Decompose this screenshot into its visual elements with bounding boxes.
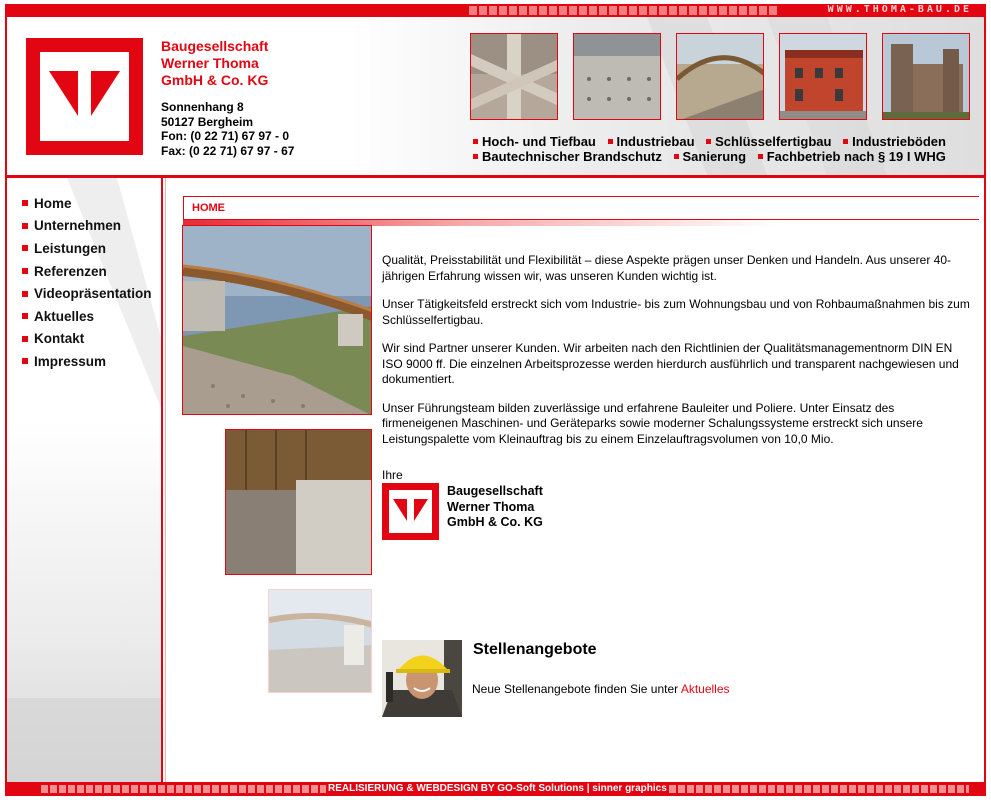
worker-photo <box>382 640 462 717</box>
nav-unternehmen[interactable] <box>22 215 152 238</box>
footer <box>5 782 986 796</box>
photo-castle <box>882 33 970 120</box>
nav-referenzen[interactable] <box>22 260 152 283</box>
company-line-1: Baugesellschaft <box>447 484 543 498</box>
jobs-aktuelles-link[interactable]: Aktuelles <box>680 682 730 696</box>
address-city: 50127 Bergheim <box>161 114 254 129</box>
bullet-icon <box>22 245 28 251</box>
company-name-small <box>447 484 543 531</box>
jobs-text <box>472 682 730 696</box>
service-item[interactable]: Schlüsselfertigbau <box>715 134 832 149</box>
jobs-title: Stellenangebote <box>473 641 597 658</box>
photo-foundation <box>573 33 661 120</box>
service-item[interactable]: Sanierung <box>682 149 747 164</box>
company-line-3: GmbH & Co. KG <box>161 72 269 88</box>
company-line-3: GmbH & Co. KG <box>447 515 543 529</box>
logo-mark-icon <box>389 490 432 533</box>
address-street: Sonnenhang 8 <box>161 100 244 114</box>
bullet-icon <box>22 291 28 297</box>
nav-impressum[interactable] <box>22 350 152 373</box>
service-item[interactable]: Hoch- und Tiefbau <box>482 134 596 149</box>
site-url[interactable]: WWW.THOMA-BAU.DE <box>827 4 972 15</box>
top-strip-pattern <box>469 6 779 15</box>
services-list <box>470 134 970 164</box>
company-address <box>161 100 294 158</box>
company-logo-small <box>382 483 439 540</box>
nav-aktuelles[interactable] <box>22 305 152 328</box>
services-row-1 <box>470 134 970 149</box>
photo-red-building <box>779 33 867 120</box>
footer-credits[interactable]: REALISIERUNG & WEBDESIGN BY GO-Soft Solutions | sinner graphics <box>328 783 667 794</box>
paragraph: Unser Führungsteam bilden zuverlässige und erfahrene Bauleiter und Poliere. Unter Einsatz des firmeneigenen Maschinen- und Geräteparks sowie moderner Schalungssysteme erstreckt sich unsere Leistungspalette vom Kleinauftrag bis zu einem Einzelauftragsvolumen von 10,0 Mio. <box>382 400 923 446</box>
service-item[interactable]: Industrieböden <box>852 134 946 149</box>
nav-label: Home <box>34 195 72 211</box>
company-name <box>161 38 268 89</box>
nav-leistungen[interactable] <box>22 237 152 260</box>
bullet-icon <box>22 313 28 319</box>
bridge-photo-detail <box>225 429 372 575</box>
company-line-2: Werner Thoma <box>161 55 259 71</box>
service-item[interactable]: Industriebau <box>616 134 695 149</box>
breadcrumb <box>183 196 979 220</box>
address-phone: Fon: (0 22 71) 67 97 - 0 <box>161 129 290 143</box>
company-line-1: Baugesellschaft <box>161 38 269 54</box>
main-nav <box>22 192 152 373</box>
nav-label: Unternehmen <box>34 218 122 234</box>
nav-label: Impressum <box>34 353 107 369</box>
service-item[interactable]: Bautechnischer Brandschutz <box>482 149 662 164</box>
header-photo-strip <box>470 33 970 120</box>
bullet-icon <box>22 358 28 364</box>
photo-bridge <box>676 33 764 120</box>
nav-label: Referenzen <box>34 263 107 279</box>
sidebar-rule-light <box>165 178 166 782</box>
breadcrumb-current: HOME <box>192 202 225 214</box>
service-item[interactable]: Fachbetrieb nach § 19 I WHG <box>766 149 946 164</box>
ihre-label: Ihre <box>382 468 403 482</box>
nav-label: Kontakt <box>34 331 85 347</box>
nav-label: Leistungen <box>34 240 107 256</box>
nav-videopraesentation[interactable] <box>22 282 152 305</box>
bullet-icon <box>22 200 28 206</box>
nav-label: Aktuelles <box>34 308 95 324</box>
bridge-photo-faded <box>268 589 372 693</box>
bridge-photo-main <box>182 225 372 415</box>
sidebar-rule <box>161 178 163 782</box>
nav-home[interactable] <box>22 192 152 215</box>
paragraph: Unser Tätigkeitsfeld erstreckt sich vom Industrie- bis zum Wohnungsbau und von Rohbaumaßnahmen bis zum Schlüsselfertigbau. <box>382 297 970 327</box>
nav-kontakt[interactable] <box>22 328 152 351</box>
company-line-2: Werner Thoma <box>447 499 535 514</box>
footer-pattern-left <box>41 785 326 793</box>
logo-mark-icon <box>40 52 129 141</box>
bullet-icon <box>22 223 28 229</box>
bullet-icon <box>22 336 28 342</box>
services-row-2 <box>470 149 970 164</box>
paragraph: Wir sind Partner unserer Kunden. Wir arbeiten nach den Richtlinien der Qualitätsmanagementnorm DIN EN ISO 9000 ff. Die einzelnen Arbeitsprozesse werden hierdurch ausführlich und transparent nachgewiesen und dokumentiert. <box>382 341 959 386</box>
footer-pattern-right <box>669 785 969 793</box>
jobs-text-label: Neue Stellenangebote finden Sie unter <box>472 682 681 696</box>
frame-right-rule <box>984 4 986 794</box>
intro-text <box>382 253 972 460</box>
paragraph: Qualität, Preisstabilität und Flexibilität – diese Aspekte prägen unser Denken und Handeln. Aus unserer 40-jährigen Erfahrung wissen wir, was unseren Kunden wichtig ist. <box>382 253 952 283</box>
bullet-icon <box>22 268 28 274</box>
photo-construction-beams <box>470 33 558 120</box>
company-logo[interactable] <box>26 38 143 155</box>
address-fax: Fax: (0 22 71) 67 97 - 67 <box>161 143 295 158</box>
top-strip <box>5 4 986 17</box>
nav-label: Videopräsentation <box>34 286 152 302</box>
